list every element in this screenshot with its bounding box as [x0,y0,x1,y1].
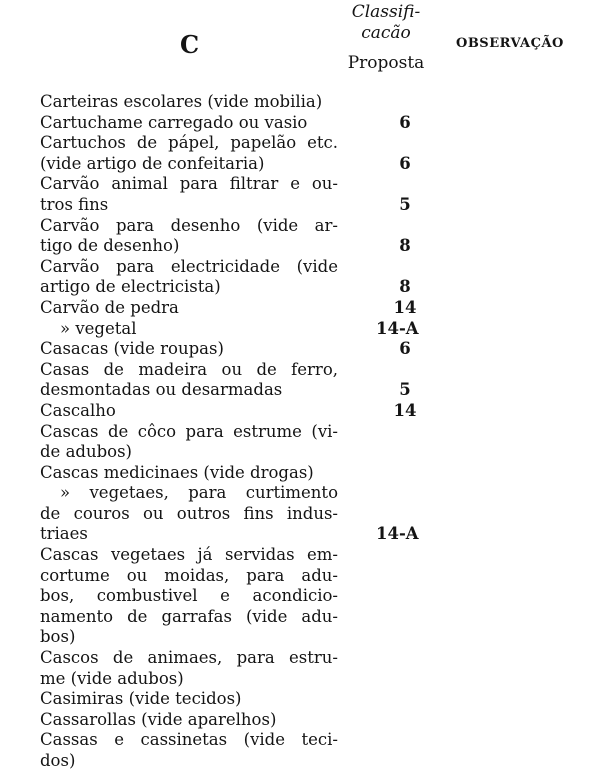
entry-text: artigo de electricista) [40,277,221,297]
entry-text: tros fins [40,194,109,214]
entry-line [40,648,460,669]
classification-code: 8 [399,277,411,297]
entry-text: de couros ou outros fins indus- [40,503,338,523]
classification-label-line1: Classifi- [351,2,421,22]
classification-code: 8 [399,236,411,256]
list-item [40,730,460,771]
entry-line [40,195,460,216]
entry-line [40,92,460,113]
list-item [40,133,460,174]
entry-text: desmontadas ou desarmadas [40,380,283,400]
list-item [40,339,460,360]
list-item [40,401,460,422]
list-item [40,710,460,731]
classification-code: 14-A [376,318,419,338]
entry-text: Carvão para electricidade (vide [40,256,338,276]
classification-code: 5 [399,380,411,400]
entry-line [40,463,460,484]
entry-line [40,113,460,134]
list-item [40,113,460,134]
entry-line [40,566,460,587]
entry-text: Carvão para desenho (vide ar- [40,215,338,235]
classification-code: 5 [399,194,411,214]
classification-code: 6 [399,112,411,132]
list-item [40,483,460,545]
entry-text: (vide artigo de confeitaria) [40,153,265,173]
entry-text: Cassas e cassinetas (vide teci- [40,730,338,750]
classification-code: 14 [393,297,417,317]
entry-text: Cartuchos de pápel, papelão etc. [40,133,338,153]
section-letter: C [180,30,200,59]
entry-line [40,442,460,463]
entry-text: Cassarollas (vide aparelhos) [40,709,277,729]
observation-header: OBSERVAÇÃO [456,36,564,51]
entry-text: de adubos) [40,442,132,462]
entry-line [40,216,460,237]
entry-text: dos) [40,751,76,770]
entry-line [40,339,460,360]
list-item [40,463,460,484]
entry-line [40,422,460,443]
entry-line [40,627,460,648]
entry-line [40,607,460,628]
entry-text: » vegetaes, para curtimento [60,483,338,503]
entry-line [40,154,460,175]
classification-label-line2: cacão [361,23,411,43]
entry-line [40,133,460,154]
entry-text: me (vide adubos) [40,668,184,688]
proposal-label: Proposta [347,53,425,73]
entry-line [40,751,460,772]
entry-text: Casas de madeira ou de ferro, [40,359,338,379]
entry-line [40,174,460,195]
list-item [40,174,460,215]
classification-code: 14 [393,400,417,420]
entry-text: Cascos de animaes, para estru- [40,648,338,668]
entry-text: Casimiras (vide tecidos) [40,689,242,709]
entry-line [40,401,460,422]
list-item [40,319,460,340]
entry-text: Casacas (vide roupas) [40,339,224,359]
entry-text: bos, combustivel e acondicio- [40,586,338,606]
list-item [40,422,460,463]
entry-line [40,504,460,525]
entry-list [40,92,460,772]
entry-line [40,298,460,319]
entry-text: Carvão de pedra [40,297,179,317]
entry-text: Cascalho [40,400,116,420]
entry-line [40,277,460,298]
entry-text: Cascas de côco para estrume (vi- [40,421,338,441]
entry-text: namento de garrafas (vide adu- [40,606,338,626]
list-item [40,360,460,401]
list-item [40,689,460,710]
classification-header [336,2,436,74]
entry-line [40,710,460,731]
entry-line [40,483,460,504]
entry-line [40,545,460,566]
entry-line [40,319,460,340]
entry-text: Cascas vegetaes já servidas em- [40,545,338,565]
entry-line [40,236,460,257]
classification-code: 6 [399,153,411,173]
list-item [40,257,460,298]
entry-text: tigo de desenho) [40,236,180,256]
entry-text: Cartuchame carregado ou vasio [40,112,308,132]
entry-text: » vegetal [60,318,137,338]
list-item [40,92,460,113]
entry-line [40,524,460,545]
entry-text: bos) [40,627,76,647]
entry-line [40,669,460,690]
entry-line [40,586,460,607]
entry-text: triaes [40,524,88,544]
classification-code: 6 [399,339,411,359]
list-item [40,298,460,319]
entry-text: Carteiras escolares (vide mobilia) [40,92,323,111]
entry-line [40,257,460,278]
entry-line [40,380,460,401]
entry-line [40,689,460,710]
entry-text: Cascas medicinaes (vide drogas) [40,462,314,482]
classification-code: 14-A [376,524,419,544]
list-item [40,545,460,648]
list-item [40,216,460,257]
entry-line [40,730,460,751]
entry-line [40,360,460,381]
list-item [40,648,460,689]
entry-text: Carvão animal para filtrar e ou- [40,174,338,194]
entry-text: cortume ou moidas, para adu- [40,565,338,585]
